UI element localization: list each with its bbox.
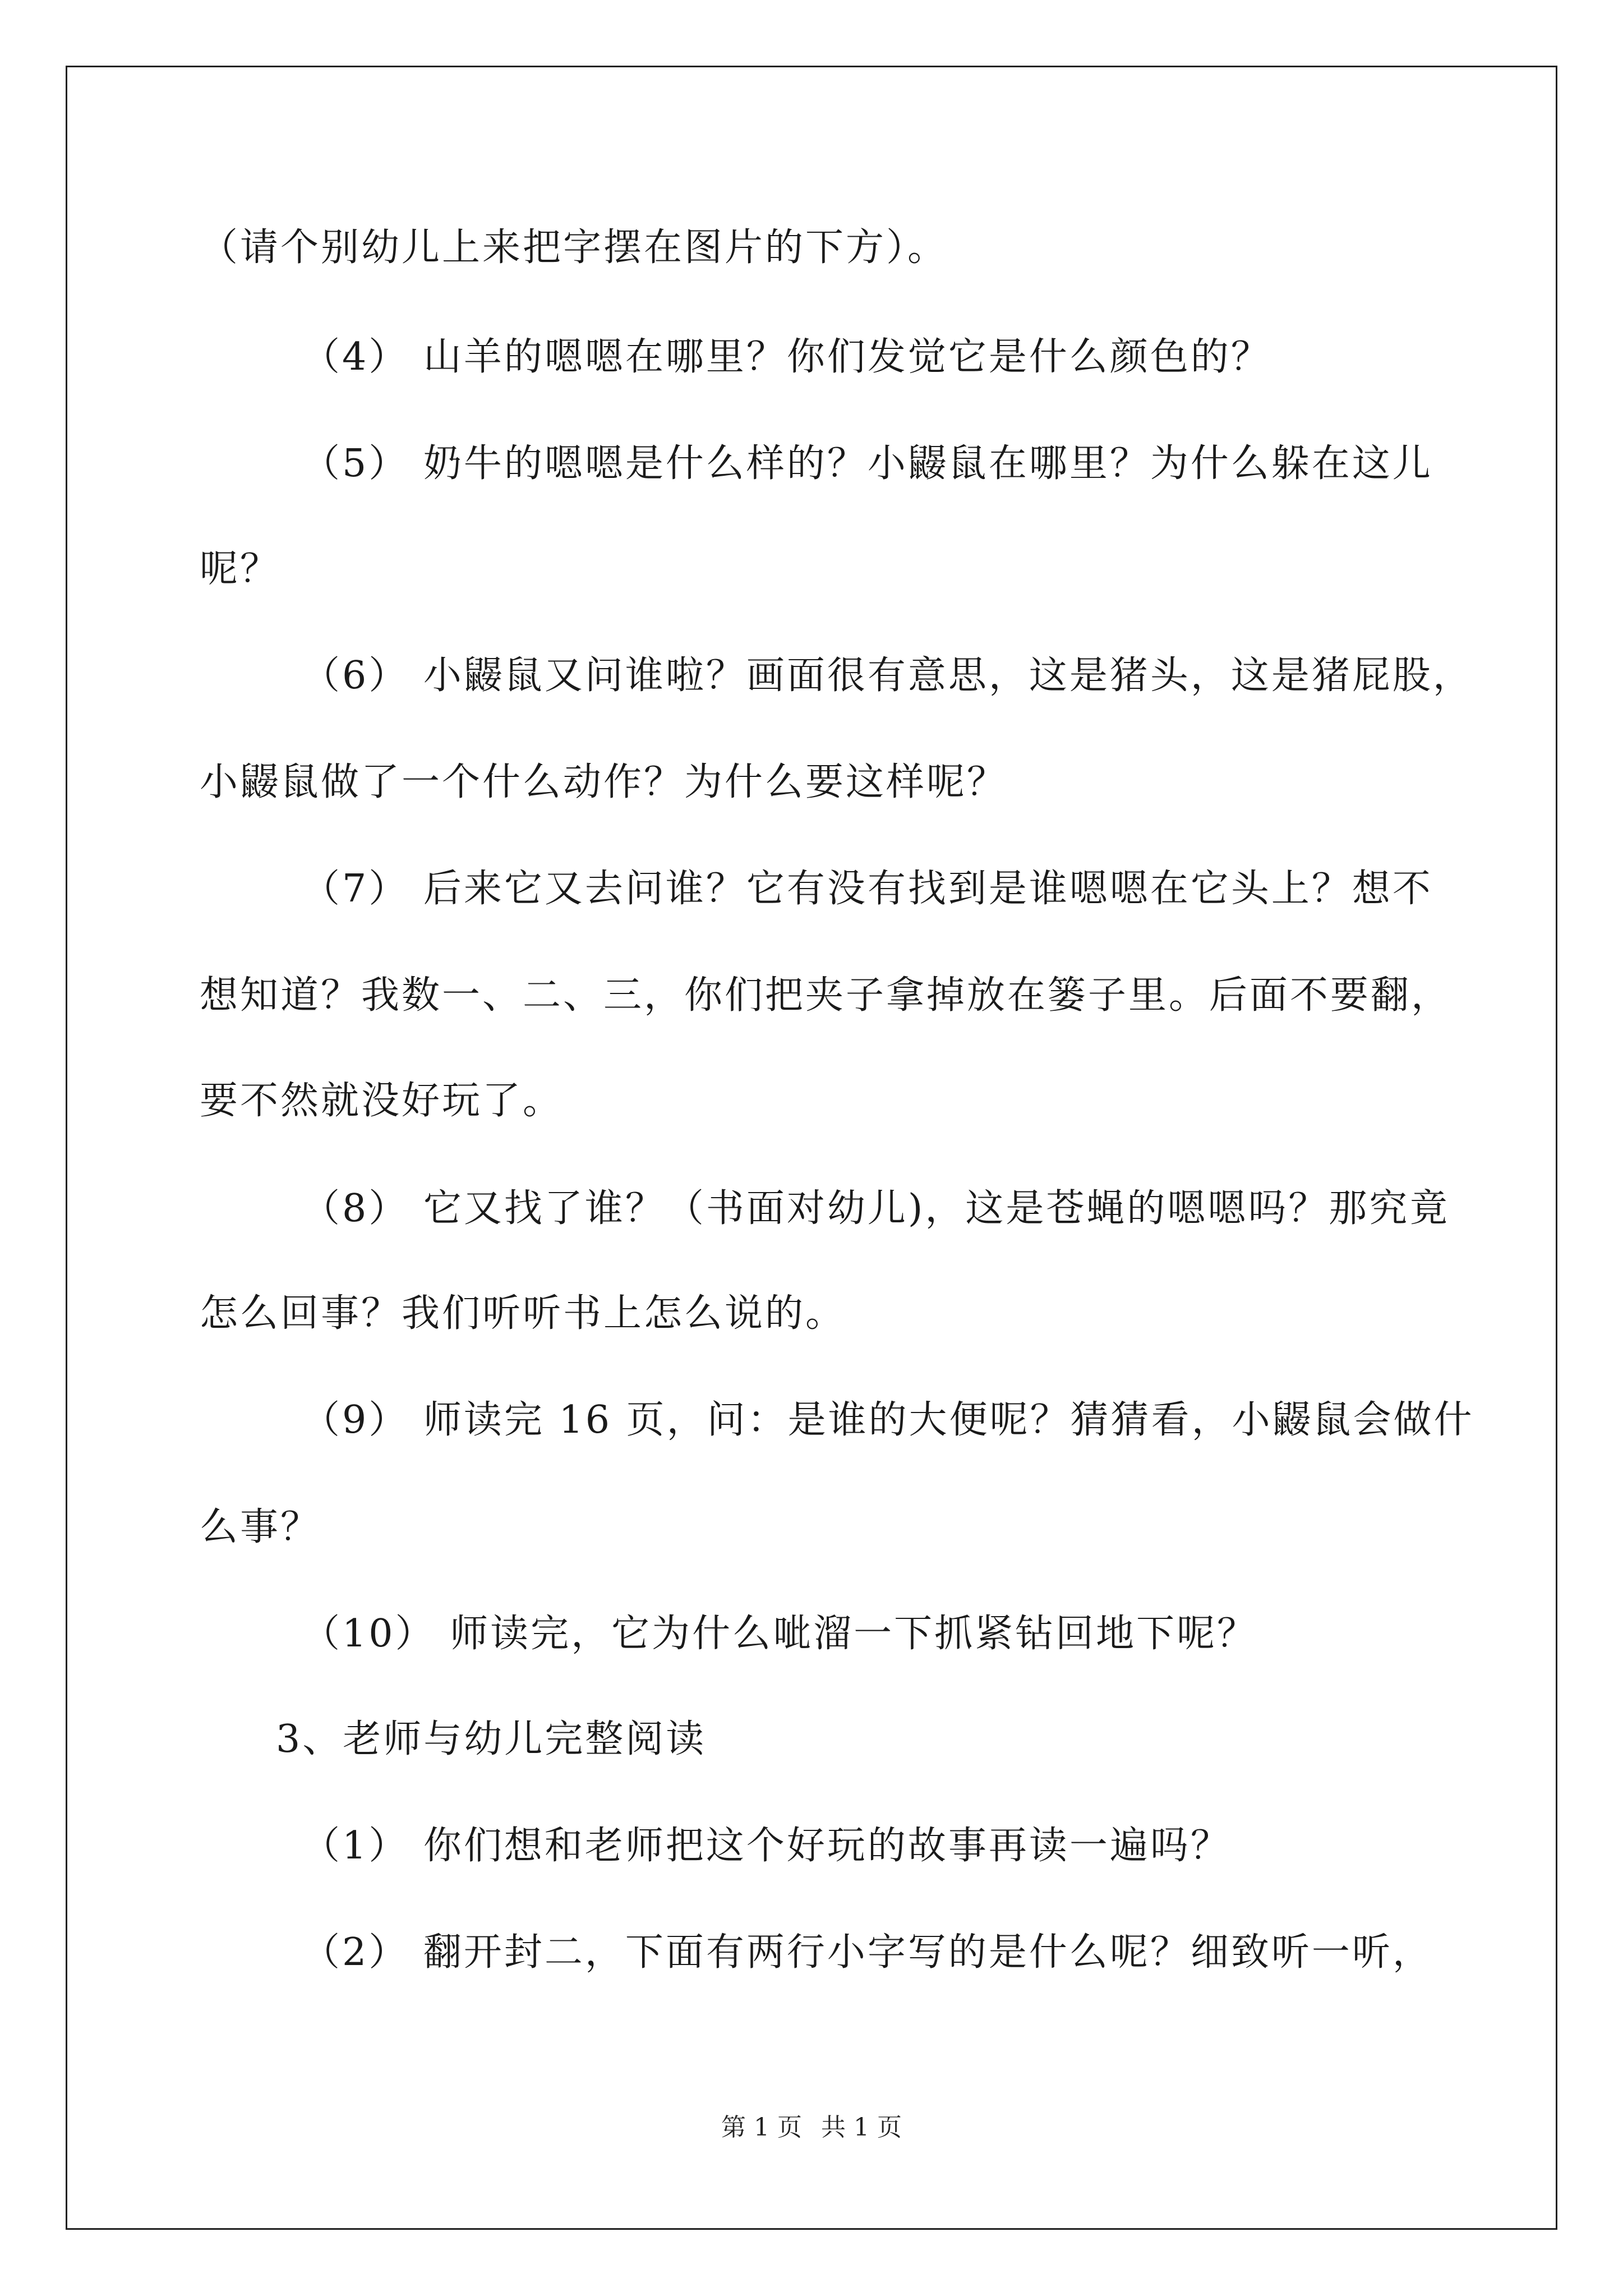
paragraph-line: （4） 山羊的嗯嗯在哪里？你们发觉它是什么颜色的？ — [302, 335, 1271, 379]
paragraph-line: （7） 后来它又去问谁？它有没有找到是谁嗯嗯在它头上？想不 — [302, 867, 1433, 911]
paragraph-line: 呢？ — [200, 547, 281, 591]
paragraph-line: （1） 你们想和老师把这个好玩的故事再读一遍吗？ — [302, 1824, 1231, 1868]
page-frame — [66, 66, 1557, 2230]
paragraph-line: 怎么回事？我们听听书上怎么说的。 — [200, 1291, 846, 1336]
paragraph-line: （8） 它又找了谁？（书面对幼儿)，这是苍蝇的嗯嗯吗？那究竟 — [302, 1186, 1450, 1231]
page-number-current: 第 1 页 — [721, 2113, 802, 2142]
paragraph-line: 小鼹鼠做了一个什么动作？为什么要这样呢？ — [200, 760, 1008, 804]
paragraph-line: （5） 奶牛的嗯嗯是什么样的？小鼹鼠在哪里？为什么躲在这儿 — [302, 441, 1433, 486]
page-footer — [0, 2112, 1623, 2143]
paragraph-line: 么事？ — [200, 1505, 321, 1549]
page-number-total: 共 1 页 — [821, 2113, 902, 2142]
section-heading: 3、老师与幼儿完整阅读 — [276, 1717, 707, 1761]
paragraph-line: （2） 翻开封二，下面有两行小字写的是什么呢？细致听一听， — [302, 1930, 1433, 1975]
paragraph-line: （10） 师读完，它为什么呲溜一下抓紧钻回地下呢？ — [302, 1612, 1258, 1656]
paragraph-line: （请个别幼儿上来把字摆在图片的下方）。 — [200, 226, 948, 270]
paragraph-line: （9） 师读完 16 页，问：是谁的大便呢？猜猜看，小鼹鼠会做什 — [302, 1398, 1474, 1442]
paragraph-line: 想知道？我数一、二、三，你们把夹子拿掉放在篓子里。后面不要翻， — [200, 973, 1452, 1018]
paragraph-line: （6） 小鼹鼠又问谁啦？画面很有意思，这是猪头，这是猪屁股， — [302, 654, 1473, 698]
paragraph-line: 要不然就没好玩了。 — [200, 1079, 564, 1123]
